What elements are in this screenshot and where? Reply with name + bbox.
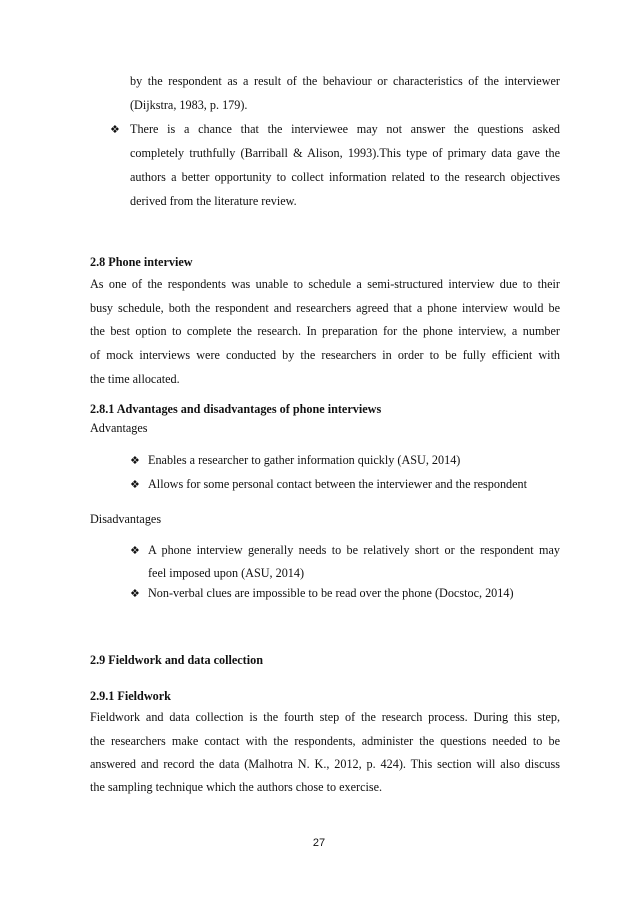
advantage-item-2: [130, 473, 560, 497]
continuation-line-1: by the respondent as a result of the behaviour or characteristics of the interviewer: [130, 74, 560, 88]
diamond-bullet-icon: ❖: [110, 123, 120, 136]
phone-paragraph-line-1: As one of the respondents was unable to schedule a semi-structured interview due to their: [90, 277, 560, 291]
disadvantage-text: Non-verbal clues are impossible to be read over the phone (Docstoc, 2014): [148, 586, 514, 600]
diamond-bullet-icon: ❖: [130, 587, 140, 600]
advantage-item-1: [130, 449, 560, 473]
continuation-line-2: (Dijkstra, 1983, p. 179).: [130, 98, 248, 112]
phone-paragraph-line-4: of mock interviews were conducted by the researchers in order to be fully efficient with: [90, 348, 560, 362]
phone-paragraph-line-2: busy schedule, both the respondent and researchers agreed that a phone interview would be: [90, 301, 560, 315]
phone-paragraph-line-3: the best option to complete the research. In preparation for the phone interview, a number: [90, 324, 560, 338]
section-heading-phone-interview: 2.8 Phone interview: [90, 255, 193, 269]
advantages-label: Advantages: [90, 421, 148, 435]
fieldwork-paragraph-line-1: Fieldwork and data collection is the fourth step of the research process. During this step,: [90, 710, 560, 724]
bullet-text-line-3: authors a better opportunity to collect information related to the research objectives: [130, 170, 560, 184]
phone-paragraph-line-5: the time allocated.: [90, 372, 180, 386]
diamond-bullet-icon: ❖: [130, 544, 140, 557]
disadvantage-item-2: [130, 582, 560, 606]
disadvantages-label: Disadvantages: [90, 512, 162, 526]
disadvantage-text-line-1: A phone interview generally needs to be relatively short or the respondent may: [148, 543, 560, 557]
bullet-text-line-1: There is a chance that the interviewee may not answer the questions asked: [130, 122, 560, 136]
advantage-text: Enables a researcher to gather information quickly (ASU, 2014): [148, 453, 461, 467]
disadvantage-item-1: [130, 539, 560, 587]
bullet-text-line-4: derived from the literature review.: [130, 194, 297, 208]
fieldwork-paragraph-line-2: the researchers make contact with the respondents, administer the questions needed to be: [90, 734, 560, 748]
subsection-heading-fieldwork: 2.9.1 Fieldwork: [90, 689, 171, 703]
diamond-bullet-icon: ❖: [130, 454, 140, 467]
interviewee-truthfulness-bullet: [110, 118, 560, 212]
fieldwork-paragraph-line-3: answered and record the data (Malhotra N. K., 2012, p. 424). This section will also discuss: [90, 757, 560, 771]
advantage-text: Allows for some personal contact between the interviewer and the respondent: [148, 477, 528, 491]
subsection-heading-advantages-disadvantages: 2.8.1 Advantages and disadvantages of phone interviews: [90, 402, 382, 416]
fieldwork-paragraph-line-4: the sampling technique which the authors chose to exercise.: [90, 780, 383, 794]
page-number: 27: [312, 837, 326, 849]
disadvantage-text-line-2: feel imposed upon (ASU, 2014): [148, 566, 305, 580]
bullet-text-line-2: completely truthfully (Barriball & Alison, 1993).This type of primary data gave the: [130, 146, 560, 160]
section-heading-fieldwork-data-collection: 2.9 Fieldwork and data collection: [90, 653, 263, 667]
diamond-bullet-icon: ❖: [130, 478, 140, 491]
